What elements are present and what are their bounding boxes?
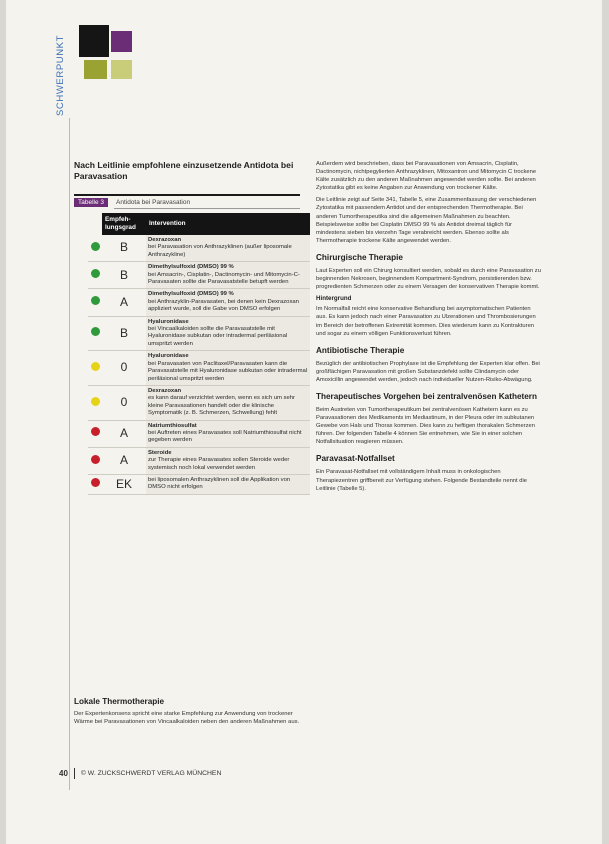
table-row (88, 474, 310, 494)
publisher: © W. ZUCKSCHWERDT VERLAG MÜNCHEN (80, 770, 222, 777)
intervention-text: bei Amsacrin-, Cisplatin-, Dactinomycin- und Mitomycin-C-Paravasaten sollte die Paravasatstelle betupft werden (148, 271, 300, 286)
recommendation-dot-icon (91, 327, 100, 336)
table-heading: Nach Leitlinie empfohlene einzusetzende Antidota bei Paravasation (74, 160, 294, 181)
intervention-text: bei liposomalen Anthrazyklinen soll die Applikation von DMSO nicht erfolgen (148, 476, 291, 491)
paragraph: Im Normalfall reicht eine konservative Behandlung bei asymptomatischen Patienten aus. Es kann jedoch nach einer Paravasation zu Ulzerationen und Thrombosierungen im Bereich der betroffenen Extremität kommen. Dies wiederum kann zu Kontrakturen und sogar zu einem völligen Funktionsverlust führen. (316, 306, 536, 337)
intervention-text: bei Paravasation von Anthrazyklinen (außer liposomale Anthrazykline) (148, 244, 292, 258)
intervention-title: Hyaluronidase (148, 318, 189, 325)
table-row (88, 262, 310, 289)
intervention-text: bei Anthrazyklin-Paravasaten, bei denen kein Dexrazoxan appliziert wurde, soll die Gabe von DMSO erfolgen (148, 298, 299, 313)
recommendation-grade: B (102, 316, 146, 351)
right-column (316, 160, 542, 497)
intervention-cell (146, 474, 310, 494)
recommendation-grade: B (102, 262, 146, 289)
intervention-title: Natriumthiosulfat (148, 422, 197, 429)
paragraph: Ein Paravasat-Notfallset mit vollständigem Inhalt muss in onkologischen Therapiezentren griffbereit zur Verfügung stehen. Folgende Bestandteile nennt die Leitlinie (Tabelle 5). (316, 469, 527, 492)
thermotherapy-section (74, 697, 300, 726)
intervention-cell (146, 351, 310, 386)
page-number: 40 (59, 769, 68, 778)
recommendation-dot-icon (91, 478, 100, 487)
table-row (88, 447, 310, 474)
table-badge: Tabelle 3 (74, 198, 108, 207)
recommendation-grade: B (102, 235, 146, 262)
page-footer (59, 768, 221, 779)
section-title: Paravasat-Notfallset (316, 454, 395, 464)
logo-square-purple (111, 31, 132, 52)
intervention-cell (146, 262, 310, 289)
logo-square-olive (84, 60, 107, 79)
intervention-title: Dexrazoxan (148, 387, 182, 394)
intervention-title: Dexrazoxan (148, 237, 182, 243)
table-row (88, 316, 310, 351)
recommendation-dot-icon (91, 242, 100, 251)
section-title: Therapeutisches Vorgehen bei zentralvenösen Kathetern (316, 391, 537, 401)
recommendation-dot-icon (91, 269, 100, 278)
recommendation-grade: 0 (102, 385, 146, 420)
intervention-text: zur Therapie eines Paravasates sollen Steroide weder systemisch noch lokal verwendet werden (148, 457, 290, 471)
paragraph: Bezüglich der antibiotischen Prophylaxe ist die Empfehlung der Experten klar offen. Bei großflächigen Paravasation mit großen Substanzdefekt sollte Clindamycin oder Amoxicillin angewendet werden, jedoch nach individueller Nutzen-Risiko-Abwägung. (316, 360, 540, 383)
column-header-grade: Empfeh-lungsgrad (102, 213, 146, 235)
table-row (88, 289, 310, 316)
recommendation-grade: EK (102, 474, 146, 494)
section-text: Der Expertenkonsens spricht eine starke Empfehlung zur Anwendung von trockener Wärme bei Paravasationen von Vincaalkaloiden neben den anderen Maßnahmen aus. (74, 711, 300, 725)
paragraph: Beim Austreten von Tumortherapeutikum bei zentralvenösen Kathetern kann es zu Paravasationen des Medikaments im Mediastinum, in der Pleura oder im subkutanen Gewebe von Hals und Thorax kommen. Dies kann zu heftigen thorakalen Schmerzen führen. Der folgenden Tabelle 4 können Sie entnehmen, wie Sie in einer solchen Notfallsituation reagieren müssen. (316, 406, 536, 446)
section-title: Antibiotische Therapie (316, 345, 405, 355)
recommendation-dot-icon (91, 455, 100, 464)
subsection-title: Hintergrund (316, 295, 352, 303)
intervention-cell (146, 316, 310, 351)
intervention-cell (146, 289, 310, 316)
logo-square-black (79, 25, 109, 57)
recommendation-dot-icon (91, 397, 100, 406)
recommendation-dot-icon (91, 427, 100, 436)
recommendation-grade: A (102, 420, 146, 447)
section-side-label: SCHWERPUNKT (55, 34, 66, 116)
paragraph: Außerdem wird beschrieben, dass bei Paravasationen von Amsacrin, Cisplatin, Dactinomycin, nichtpegylierten Anthrazyklinen, Mitoxantron und Mitomycin C trockene Kälte zusätzlich zu den anderen Maßnahmen angewendet werden sollte. Bei anderen Zytostatika gibt es keine Angaben zur Anwendung von trockener Kälte. (316, 161, 537, 192)
recommendation-grade: A (102, 289, 146, 316)
recommendation-dot-icon (91, 362, 100, 371)
column-header-intervention: Intervention (146, 213, 310, 235)
table-header-bar (74, 194, 300, 208)
intervention-cell (146, 385, 310, 420)
section-title: Chirurgische Therapie (316, 252, 403, 262)
section-title: Lokale Thermotherapie (74, 697, 165, 706)
table-row (88, 351, 310, 386)
intervention-cell (146, 235, 310, 262)
table-row (88, 420, 310, 447)
intervention-title: Dimethylsulfoxid (DMSO) 99 % (148, 264, 234, 271)
recommendation-dot-icon (91, 296, 100, 305)
paragraph: Laut Experten soll ein Chirurg konsultiert werden, sobald es durch eine Paravasation zu beginnenden Nekrosen, beginnendem Kompartment-Syndrom, persistierenden bzw. progredienten Schmerzen oder zu einem Versagen der konservativen Therapie kommt. (316, 267, 541, 291)
intervention-title: Steroide (148, 449, 172, 456)
intervention-title: Hyaluronidase (148, 353, 189, 360)
recommendation-grade: 0 (102, 351, 146, 386)
intervention-text: es kann darauf verzichtet werden, wenn es sich um sehr kleine Paravasationen handelt oder die klinische Symptomatik (z. B. Schmerzen, Schwellung) fehlt (148, 395, 296, 417)
intervention-text: bei Auftreten eines Paravasates soll Natriumthiosulfat nicht gegeben werden (148, 429, 302, 444)
recommendation-grade: A (102, 447, 146, 474)
table-caption: Antidota bei Paravasation (116, 199, 191, 206)
intervention-cell (146, 420, 310, 447)
table-row (88, 385, 310, 420)
paragraph: Die Leitlinie zeigt auf Seite 341, Tabelle 5, eine Zusammenfassung der verschiedenen Zytostatika mit passendem Antidot und der entsprechenden Thermotherapie. Bei anderen Tumortherapeutika sind die allgemeinen Maßnahmen zu beachten. Beispielsweise sollte bei Cisplatin DMSO 99 % als Antidot dreimal täglich für mindestens sieben bis vierzehn Tage verabreicht werden. Ebenso sollte als Thermotherapie trockene Kälte angewendet werden. (316, 197, 537, 244)
intervention-cell (146, 447, 310, 474)
intervention-title: Dimethylsulfoxid (DMSO) 99 % (148, 291, 234, 298)
table-row (88, 235, 310, 262)
intervention-text: bei Vincaalkaloiden sollte die Paravasatstelle mit Hyaluronidase subkutan oder intradermal periläsional umspritzt werden (148, 326, 288, 347)
antidote-table (88, 213, 310, 495)
intervention-text: bei Paravasaten von Paclitaxel/Paravasaten kann die Paravasatstelle mit Hyaluronidase subkutan oder intradermal periläsional umspritzt werden (148, 360, 308, 382)
margin-rule (69, 118, 70, 790)
logo-square-light-olive (111, 60, 132, 79)
left-column (74, 160, 308, 495)
